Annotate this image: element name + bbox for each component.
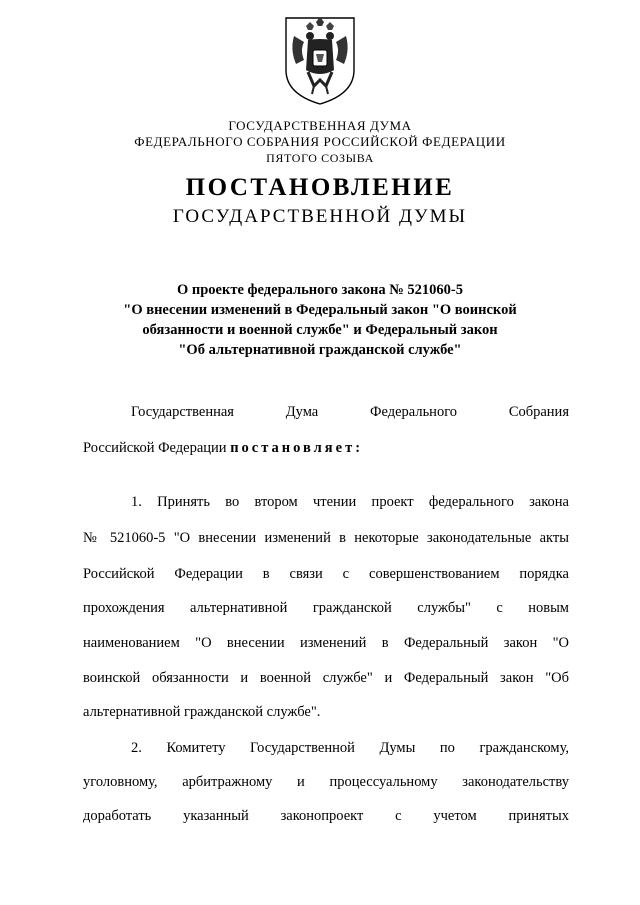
item-1-line-5: наименованием "О внесении изменений в Федеральный закон "О xyxy=(83,635,569,651)
item-2-line-2: уголовному, арбитражному и процессуальному законодательству xyxy=(83,774,569,790)
header-line-3: ПЯТОГО СОЗЫВА xyxy=(266,151,374,165)
item-1-line-1: 1. Принять во втором чтении проект федерального закона xyxy=(131,494,569,510)
preamble-verb: постановляет: xyxy=(230,440,364,456)
document-subtitle: ГОСУДАРСТВЕННОЙ ДУМЫ xyxy=(172,206,468,227)
subject-line-1: О проекте федерального закона № 521060-5 xyxy=(176,282,464,298)
preamble-text: Российской Федерации xyxy=(83,440,231,456)
item-2-line-3: доработать указанный законопроект с учетом принятых xyxy=(83,808,569,824)
header-line-2: ФЕДЕРАЛЬНОГО СОБРАНИЯ РОССИЙСКОЙ ФЕДЕРАЦИИ xyxy=(134,134,506,149)
subject-line-4: "Об альтернативной гражданской службе" xyxy=(178,342,462,358)
item-1-line-4: прохождения альтернативной гражданской службы" с новым xyxy=(83,600,569,616)
item-1-line-7: альтернативной гражданской службе". xyxy=(83,704,321,720)
item-2-line-1: 2. Комитету Государственной Думы по гражданскому, xyxy=(131,740,569,756)
russian-coat-of-arms-icon xyxy=(282,14,358,106)
document-title: ПОСТАНОВЛЕНИЕ xyxy=(185,174,455,201)
subject-line-2: "О внесении изменений в Федеральный закон "О воинской xyxy=(123,302,517,318)
preamble-line-2 xyxy=(83,440,569,457)
subject-line-3: обязанности и военной службе" и Федеральный закон xyxy=(142,322,498,338)
item-1-line-3: Российской Федерации в связи с совершенствованием порядка xyxy=(83,566,569,582)
item-1-line-6: воинской обязанности и военной службе" и Федеральный закон "Об xyxy=(83,670,569,686)
item-1-line-2: № 521060-5 "О внесении изменений в некоторые законодательные акты xyxy=(83,530,569,546)
preamble-line-1: Государственная Дума Федерального Собрания xyxy=(131,404,569,420)
header-line-1: ГОСУДАРСТВЕННАЯ ДУМА xyxy=(228,118,412,133)
